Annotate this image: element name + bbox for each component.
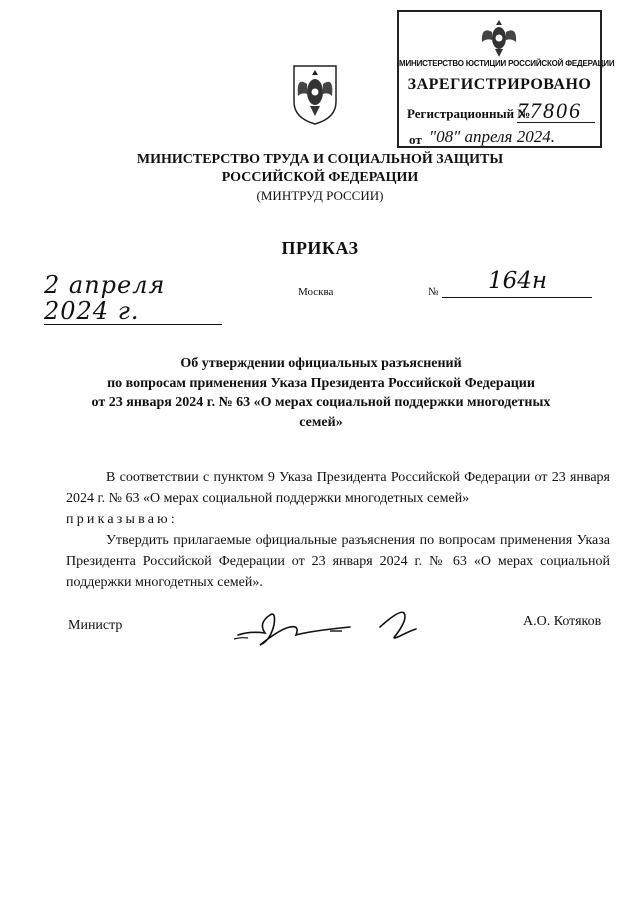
- subject-line: семей»: [299, 414, 343, 430]
- body-paragraph-decision: Утвердить прилагаемые официальные разъяснения по вопросам применения Указа Президента Российской Федерации от 23 января 2024 г. № 63 «О мерах социальной поддержки многодетных семей».: [66, 533, 610, 590]
- subject-line: от 23 января 2024 г. № 63 «О мерах социальной поддержки многодетных: [91, 395, 551, 410]
- order-number-underline: [442, 296, 592, 298]
- signer-title: Министр: [68, 618, 123, 633]
- body-paragraph-basis: В соответствии с пунктом 9 Указа Президента Российской Федерации от 23 января 2024 г. № 63 «О мерах социальной поддержки многодетных семей»: [66, 470, 610, 506]
- order-word: приказываю:: [66, 512, 178, 527]
- ministry-name-line2: РОССИЙСКОЙ ФЕДЕРАЦИИ: [221, 170, 419, 185]
- stamp-date-value: "08" апреля 2024.: [429, 127, 589, 147]
- order-date: 2 апреля 2024 г.: [44, 272, 222, 325]
- coat-of-arms-icon: [288, 62, 342, 126]
- order-body: [66, 467, 610, 593]
- subject-line: Об утверждении официальных разъяснений: [180, 356, 462, 371]
- stamp-eagle-emblem-icon: [479, 16, 519, 60]
- signer-name: А.О. Котяков: [523, 614, 602, 629]
- stamp-reg-label: Регистрационный №: [407, 106, 531, 121]
- stamp-date-label: от: [409, 132, 422, 147]
- order-number: 164н: [488, 268, 548, 294]
- stamp-status: ЗАРЕГИСТРИРОВАНО: [407, 76, 592, 93]
- order-subject: [86, 354, 556, 432]
- document-type: ПРИКАЗ: [281, 238, 359, 258]
- registration-stamp: [397, 10, 615, 148]
- ministry-short-name: (МИНТРУД РОССИИ): [256, 188, 384, 203]
- subject-line: по вопросам применения Указа Президента Российской Федерации: [107, 375, 535, 391]
- stamp-ministry-name: МИНИСТЕРСТВО ЮСТИЦИИ РОССИЙСКОЙ ФЕДЕРАЦИИ: [399, 59, 615, 68]
- order-city: Москва: [298, 286, 334, 298]
- stamp-reg-number: 77806: [517, 100, 595, 123]
- ministry-name-line1: МИНИСТЕРСТВО ТРУДА И СОЦИАЛЬНОЙ ЗАЩИТЫ: [136, 152, 504, 167]
- handwritten-signature-icon: [230, 605, 430, 650]
- order-number-label: №: [428, 286, 439, 298]
